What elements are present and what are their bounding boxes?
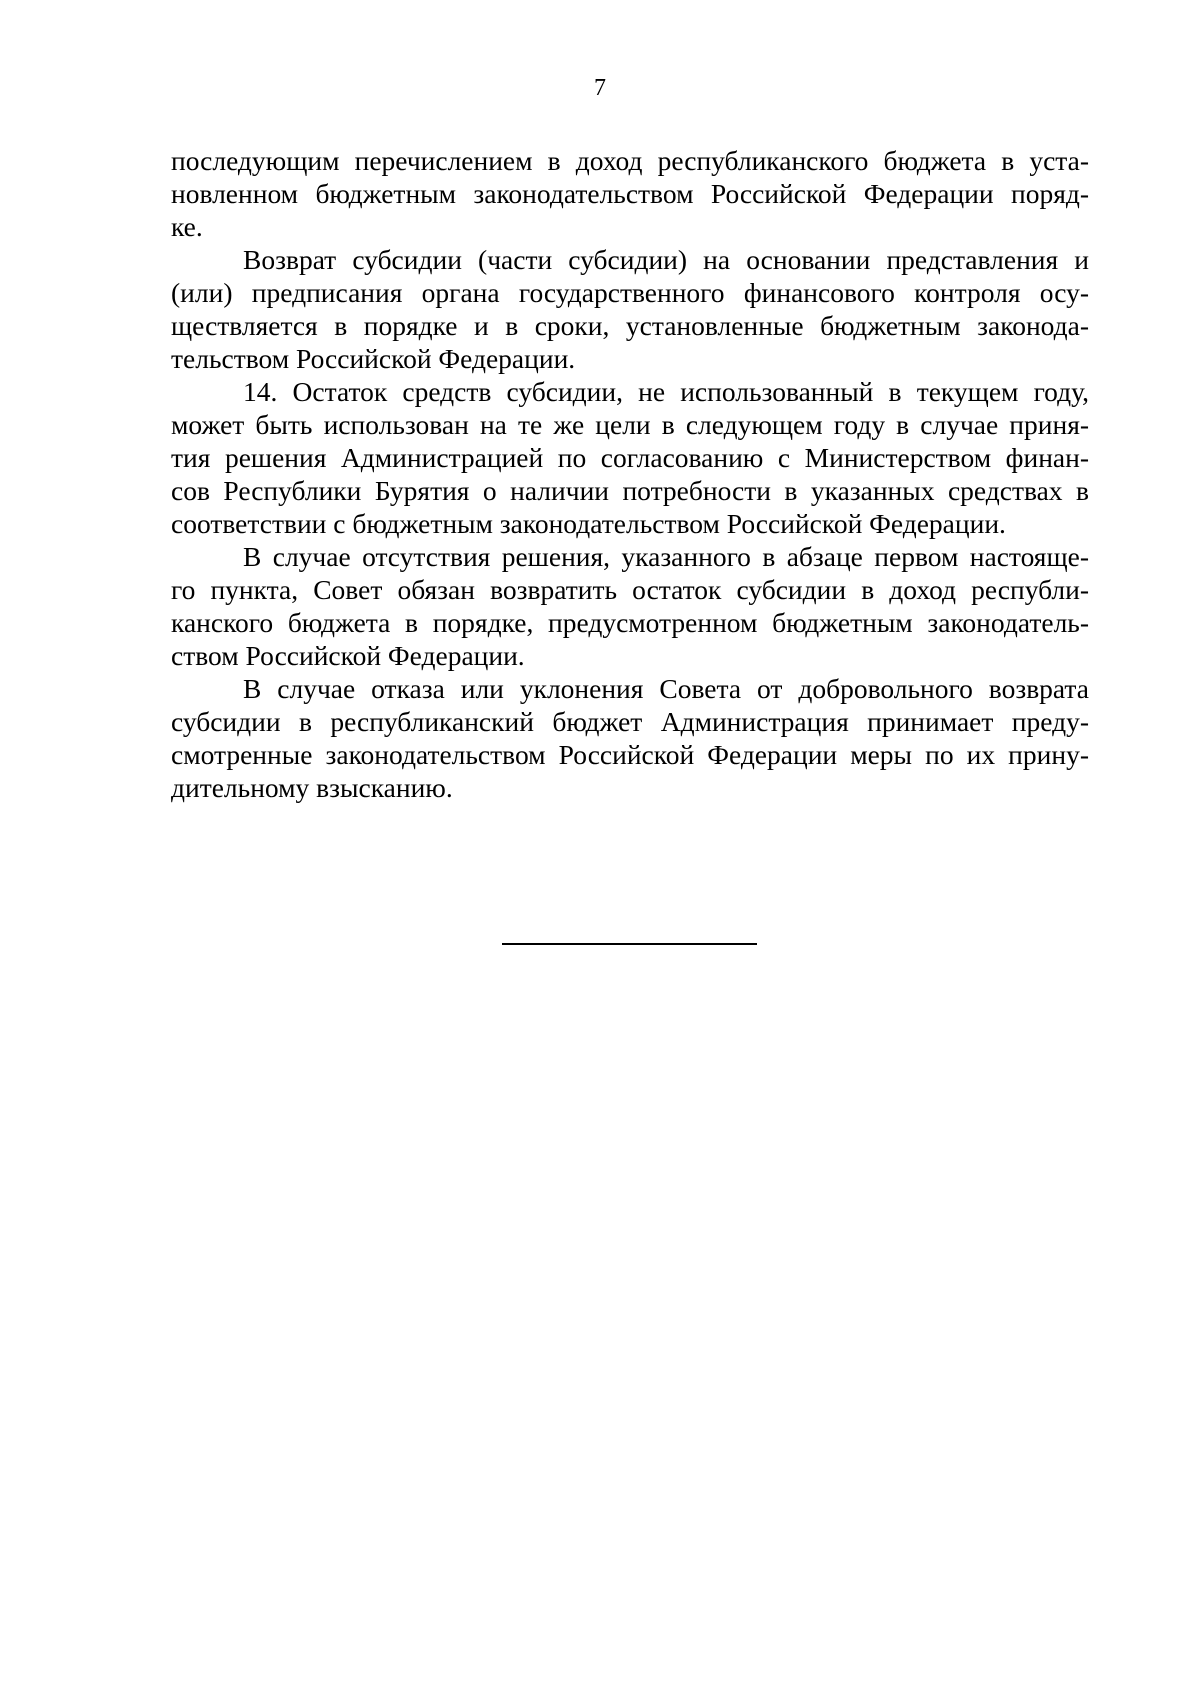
closing-separator-line [502,943,757,945]
text-line: последующим перечислением в доход республиканского бюджета в уста- [171,145,1089,176]
text-line: Возврат субсидии (части субсидии) на основании представления и [243,244,1089,275]
text-line: новленном бюджетным законодательством Российской Федерации поряд- [171,178,1089,209]
text-line: субсидии в республиканский бюджет Администрация принимает преду- [171,706,1089,737]
text-line: (или) предписания органа государственного финансового контроля осу- [171,277,1089,308]
paragraph-1 [171,144,1089,243]
paragraph-5 [171,672,1089,804]
text-line: го пункта, Совет обязан возвратить остаток субсидии в доход республи- [171,574,1089,605]
text-line: канского бюджета в порядке, предусмотренном бюджетным законодатель- [171,607,1089,638]
text-line: тия решения Администрацией по согласованию с Министерством финан- [171,442,1089,473]
paragraph-4 [171,540,1089,672]
text-line: В случае отсутствия решения, указанного в абзаце первом настояще- [243,541,1089,572]
page-number: 7 [594,75,606,101]
text-line: тельством Российской Федерации. [171,343,576,374]
text-line: смотренные законодательством Российской Федерации меры по их прину- [171,739,1089,770]
text-line: ством Российской Федерации. [171,640,525,671]
text-line: ке. [171,211,203,242]
paragraph-2 [171,243,1089,375]
text-line: сов Республики Бурятия о наличии потребности в указанных средствах в [171,475,1089,506]
text-line: может быть использован на те же цели в следующем году в случае приня- [171,409,1089,440]
document-body [171,144,1089,804]
paragraph-3 [171,375,1089,540]
text-line: соответствии с бюджетным законодательством Российской Федерации. [171,508,1006,539]
text-line: 14. Остаток средств субсидии, не использованный в текущем году, [243,376,1089,407]
text-line: дительному взысканию. [171,772,453,803]
text-line: В случае отказа или уклонения Совета от добровольного возврата [243,673,1089,704]
text-line: ществляется в порядке и в сроки, установленные бюджетным законода- [171,310,1089,341]
